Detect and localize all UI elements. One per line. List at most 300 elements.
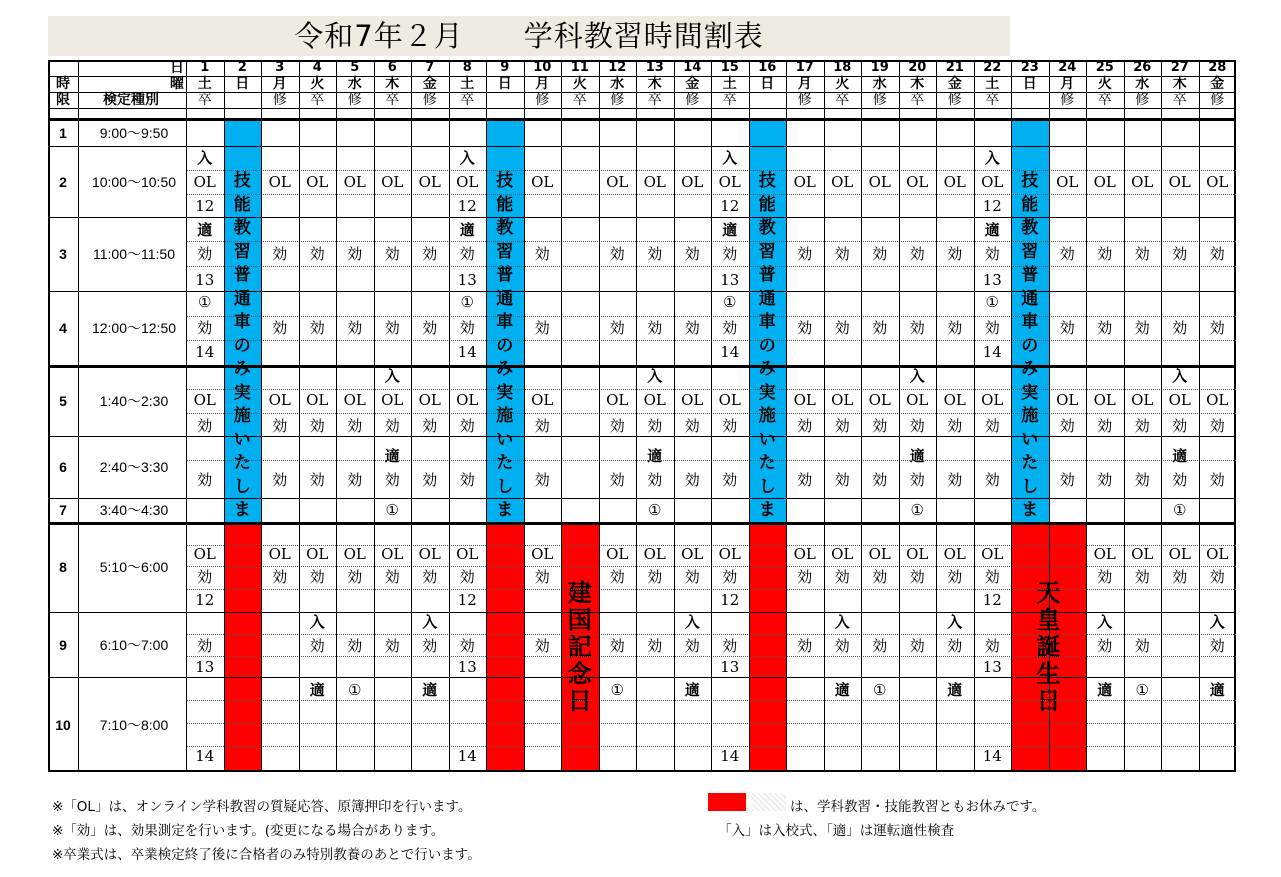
mark-kou: 効 [609,319,625,337]
mark-ol: OL [1131,545,1154,563]
mark-ol: OL [306,391,329,409]
mark-ol: OL [643,545,666,563]
mark-kou: 効 [309,417,325,435]
header-exam-type: 卒 [985,92,1000,108]
legend-text-2: 「入」は入校式、「適」は運転適性検査 [718,823,955,839]
mark-teki: 適 [722,221,738,239]
mark-n14: 14 [982,343,1002,361]
mark-kou: 効 [797,417,813,435]
mark-nyu: 入 [459,149,475,167]
mark-nyu: 入 [197,149,213,167]
header-weekday: 金 [1210,76,1225,92]
mark-maru1: ① [985,293,999,311]
mark-kou: 効 [609,637,625,655]
grid-vline [636,60,637,772]
mark-n14: 14 [982,747,1002,765]
grid-vline [524,60,525,772]
mark-kou: 効 [909,637,925,655]
mark-n12: 12 [457,197,477,215]
header-exam-type: 卒 [722,92,737,108]
mark-nyu: 入 [722,149,738,167]
mark-ol: OL [681,173,704,191]
mark-teki: 適 [984,221,1000,239]
grid-vline [599,60,600,772]
header-day-22: 22 [983,60,1002,75]
grid-hline [48,118,1236,121]
mark-kou: 効 [722,471,738,489]
blue-band-char: 車 [1021,312,1039,332]
period-time: 11:00～11:50 [93,246,175,262]
grid-hline [48,498,1236,499]
header-weekday: 日 [497,76,512,92]
blue-band-char: 実 [233,382,251,403]
mark-teki: 適 [309,681,325,699]
blue-band-char: し [758,476,776,497]
blue-band-char: 実 [496,382,514,403]
exam-type-label: 検定種別 [103,92,159,108]
blue-band-char: 車 [496,312,514,332]
holiday-char: 念 [567,659,592,688]
blue-band-char: 車 [758,312,776,332]
mark-kou: 効 [422,637,438,655]
mark-kou: 効 [1097,637,1113,655]
mark-n12: 12 [720,197,740,215]
mark-kou: 効 [309,471,325,489]
mark-n12: 12 [195,591,215,609]
mark-ol: OL [906,391,929,409]
blue-band-char: い [758,429,776,450]
mark-ol: OL [1168,545,1191,563]
mark-kou: 効 [1134,568,1150,586]
page-title: 令和7年２月 学科教習時間割表 [294,19,764,53]
mark-ol: OL [943,391,966,409]
mark-kou: 効 [909,568,925,586]
header-exam-type: 卒 [647,92,662,108]
header-weekday: 水 [610,76,625,92]
grid-hline [48,217,1236,218]
mark-maru1: ① [1135,681,1149,699]
mark-kou: 効 [797,471,813,489]
grid-hline [48,677,1236,678]
blue-band-char: 施 [758,406,776,426]
mark-ol: OL [943,545,966,563]
grid-vline [1086,60,1087,772]
mark-teki: 適 [1097,681,1113,699]
mark-ol: OL [981,173,1004,191]
mark-kou: 効 [947,319,963,337]
blue-band-char: 教 [1021,218,1039,238]
mark-maru1: ① [460,293,474,311]
mark-kou: 効 [1172,319,1188,337]
period-time: 7:10～8:00 [99,716,169,733]
header-day-21: 21 [945,60,964,75]
header-exam-type: 修 [872,92,887,108]
mark-ol: OL [456,173,479,191]
blue-band-char: 実 [1021,382,1039,403]
mark-kou: 効 [1209,471,1225,489]
blue-band-char: ま [758,500,776,520]
mark-teki: 適 [947,681,963,699]
timetable-grid [48,60,1236,772]
mark-ol: OL [981,545,1004,563]
mark-ol: OL [193,173,216,191]
mark-ol: OL [1168,173,1191,191]
holiday-char: 日 [567,686,592,715]
note-ol: ※「OL」は、オンライン学科教習の質疑応答、原簿押印を行います。 [52,799,472,815]
header-day-17: 17 [795,60,814,75]
mark-ol: OL [793,391,816,409]
blue-band-char: 普 [758,265,776,285]
grid-hline [48,522,1236,525]
header-exam-type: 修 [347,92,362,108]
mark-nyu: 入 [947,613,963,631]
mark-kou: 効 [647,637,663,655]
blue-band-char: し [233,476,251,497]
mark-kou: 効 [272,568,288,586]
grid-vline [561,60,562,772]
grid-hline [48,146,1236,147]
header-weekday: 日 [235,76,250,92]
blue-band-char: た [233,453,251,473]
header-weekday: 水 [347,76,362,92]
mark-n14: 14 [457,343,477,361]
col-label-bottom: 限 [56,92,70,108]
mark-kou: 効 [534,637,550,655]
mark-nyu: 入 [909,367,925,385]
grid-hline [48,291,1236,292]
blue-band-char: ま [496,500,514,520]
mark-kou: 効 [347,568,363,586]
grid-vline [411,60,412,772]
mark-ol: OL [906,545,929,563]
mark-ol: OL [718,391,741,409]
mark-nyu: 入 [422,613,438,631]
mark-kou: 効 [609,245,625,263]
blue-band-char: 能 [496,194,514,215]
mark-kou: 効 [722,637,738,655]
mark-ol: OL [343,545,366,563]
mark-kou: 効 [909,245,925,263]
mark-teki: 適 [422,681,438,699]
mark-n14: 14 [457,747,477,765]
blue-band-char: 能 [758,194,776,215]
mark-ol: OL [718,545,741,563]
mark-ol: OL [868,173,891,191]
period-time: 9:00～9:50 [99,125,169,141]
blue-band-char: た [1021,453,1039,473]
mark-n14: 14 [195,343,215,361]
header-day-5: 5 [350,60,360,75]
mark-kou: 効 [722,245,738,263]
grid-vline [1124,60,1125,772]
mark-kou: 効 [534,319,550,337]
mark-n13: 13 [720,658,740,676]
header-day-18: 18 [833,60,852,75]
period-time: 2:40～3:30 [99,459,169,475]
mark-ol: OL [1206,545,1229,563]
header-exam-type: 修 [1210,92,1225,108]
header-weekday: 月 [272,76,287,92]
header-exam-type: 修 [797,92,812,108]
mark-kou: 効 [984,637,1000,655]
blue-band-char: 車 [233,312,251,332]
mark-kou: 効 [1059,245,1075,263]
mark-ol: OL [381,545,404,563]
mark-kou: 効 [1209,245,1225,263]
mark-kou: 効 [1172,471,1188,489]
period-number: 2 [59,173,67,190]
header-exam-type: 修 [610,92,625,108]
header-weekday: 木 [1172,76,1187,92]
mark-n12: 12 [457,591,477,609]
mark-ol: OL [981,391,1004,409]
mark-kou: 効 [647,568,663,586]
legend-text: は、学科教習・技能教習ともお休みです。 [790,799,1046,815]
mark-ol: OL [531,391,554,409]
mark-ol: OL [868,391,891,409]
grid-vline [786,60,787,772]
mark-ol: OL [306,173,329,191]
header-exam-type: 卒 [385,92,400,108]
blue-band-char: 教 [233,218,251,238]
mark-kou: 効 [384,417,400,435]
mark-kou: 効 [1209,637,1225,655]
header-exam-type: 卒 [460,92,475,108]
mark-maru1: ① [723,293,737,311]
mark-ol: OL [681,391,704,409]
blue-band-char: 教 [496,218,514,238]
header-weekday: 金 [947,76,962,92]
mark-ol: OL [606,173,629,191]
mark-teki: 適 [384,447,400,465]
header-weekday: 火 [310,76,325,92]
mark-ol: OL [718,173,741,191]
holiday-char: 誕 [1036,632,1061,661]
header-day-7: 7 [425,60,435,75]
blue-band-char: た [758,453,776,473]
header-weekday: 日 [1022,76,1037,92]
grid-hline [48,108,1236,109]
period-number: 7 [59,502,67,518]
mark-n13: 13 [720,271,740,289]
header-day-11: 11 [570,60,589,75]
mark-kou: 効 [534,471,550,489]
header-exam-type: 卒 [1097,92,1112,108]
mark-teki: 適 [909,447,925,465]
header-day-24: 24 [1058,60,1077,75]
mark-nyu: 入 [384,367,400,385]
title-bar [48,16,1010,56]
mark-ol: OL [268,391,291,409]
header-exam-type: 卒 [835,92,850,108]
header-weekday: 火 [572,76,587,92]
mark-kou: 効 [984,417,1000,435]
grid-vline [861,60,862,772]
mark-kou: 効 [647,471,663,489]
mark-teki: 適 [834,681,850,699]
grid-hline [48,92,1236,93]
mark-ol: OL [681,545,704,563]
mark-n13: 13 [195,658,215,676]
blue-band-char: 通 [496,288,514,309]
mark-ol: OL [531,173,554,191]
mark-kou: 効 [384,471,400,489]
blue-band-char: 技 [233,171,251,191]
mark-kou: 効 [1097,471,1113,489]
period-number: 5 [59,392,67,409]
mark-kou: 効 [459,568,475,586]
grid-vline [186,60,187,772]
period-number: 1 [59,125,67,141]
header-exam-type: 卒 [910,92,925,108]
mark-kou: 効 [309,319,325,337]
mark-n12: 12 [720,591,740,609]
blue-band-char: い [1021,429,1039,450]
header-weekday: 木 [647,76,662,92]
mark-kou: 効 [1097,417,1113,435]
mark-n12: 12 [982,197,1002,215]
header-weekday: 木 [385,76,400,92]
header-day-2: 2 [237,60,247,75]
blue-band-char: 施 [1021,406,1039,426]
mark-kou: 効 [1059,471,1075,489]
holiday-char: 生 [1036,659,1061,688]
mark-kou: 効 [834,471,850,489]
legend-gray-swatch [752,793,786,811]
period-time: 5:10～6:00 [99,559,169,575]
holiday-char: 日 [1036,686,1061,715]
mark-kou: 効 [909,471,925,489]
mark-kou: 効 [647,417,663,435]
mark-kou: 効 [947,471,963,489]
header-exam-type: 修 [947,92,962,108]
mark-teki: 適 [1172,447,1188,465]
mark-kou: 効 [684,637,700,655]
header-day-14: 14 [683,60,702,75]
header-weekday: 水 [872,76,887,92]
mark-ol: OL [1056,173,1079,191]
mark-n13: 13 [982,658,1002,676]
mark-kou: 効 [947,637,963,655]
mark-ol: OL [268,545,291,563]
mark-ol: OL [268,173,291,191]
mark-kou: 効 [647,245,663,263]
holiday-char: 国 [567,605,592,634]
legend-red-swatch [708,793,746,811]
grid-vline [674,60,675,772]
mark-ol: OL [1206,391,1229,409]
mark-kou: 効 [384,568,400,586]
grid-vline [449,60,450,772]
mark-kou: 効 [272,471,288,489]
mark-ol: OL [193,545,216,563]
grid-vline [1049,60,1050,772]
mark-teki: 適 [197,221,213,239]
header-day-12: 12 [608,60,627,75]
period-number: 3 [59,246,67,262]
header-weekday: 日 [760,76,775,92]
mark-n12: 12 [982,591,1002,609]
grid-vline [749,60,750,772]
period-number: 10 [55,716,71,733]
mark-ol: OL [1093,545,1116,563]
mark-kou: 効 [1059,417,1075,435]
col-label-top: 時 [56,76,70,92]
blue-band-char: の [758,335,776,356]
mark-kou: 効 [1172,568,1188,586]
grid-vline [936,60,937,772]
mark-kou: 効 [347,319,363,337]
mark-ol: OL [418,391,441,409]
mark-teki: 適 [684,681,700,699]
mark-kou: 効 [422,245,438,263]
mark-ol: OL [793,173,816,191]
holiday-char: 記 [567,632,592,661]
grid-vline [336,60,337,772]
mark-ol: OL [1206,173,1229,191]
grid-vline [1199,60,1200,772]
blue-band-char: 普 [496,265,514,285]
blue-band-char: し [1021,476,1039,497]
mark-kou: 効 [459,245,475,263]
mark-kou: 効 [872,568,888,586]
blue-band-char: 施 [496,406,514,426]
mark-kou: 効 [984,245,1000,263]
blue-band-char: み [1021,359,1039,379]
period-time: 3:40～4:30 [99,502,169,518]
period-number: 9 [59,636,67,653]
mark-kou: 効 [384,319,400,337]
mark-kou: 効 [1172,245,1188,263]
mark-kou: 効 [347,417,363,435]
mark-kou: 効 [197,417,213,435]
blue-band-char: の [496,335,514,356]
mark-kou: 効 [872,319,888,337]
mark-ol: OL [456,545,479,563]
mark-teki: 適 [647,447,663,465]
mark-kou: 効 [797,245,813,263]
header-weekday: 月 [1060,76,1075,92]
header-exam-type: 修 [1135,92,1150,108]
mark-maru1: ① [1173,501,1187,519]
mark-kou: 効 [309,637,325,655]
header-exam-type: 修 [422,92,437,108]
grid-vline [1161,60,1162,772]
mark-nyu: 入 [834,613,850,631]
mark-kou: 効 [272,319,288,337]
mark-kou: 効 [272,245,288,263]
grid-vline [824,60,825,772]
mark-kou: 効 [1209,417,1225,435]
header-day-16: 16 [758,60,777,75]
header-day-23: 23 [1020,60,1039,75]
mark-ol: OL [606,545,629,563]
mark-n13: 13 [982,271,1002,289]
grid-vline [261,60,262,772]
header-day-28: 28 [1208,60,1227,75]
period-number: 4 [59,320,67,336]
mark-ol: OL [643,391,666,409]
grid-vline [299,60,300,772]
mark-nyu: 入 [1209,613,1225,631]
mark-kou: 効 [534,417,550,435]
mark-nyu: 入 [309,613,325,631]
header-weekday: 水 [1135,76,1150,92]
mark-kou: 効 [422,417,438,435]
blue-band-char: 通 [758,288,776,309]
mark-kou: 効 [459,417,475,435]
note-graduation: ※卒業式は、卒業検定終了後に合格者のみ特別教養のあとで行います。 [52,847,481,863]
